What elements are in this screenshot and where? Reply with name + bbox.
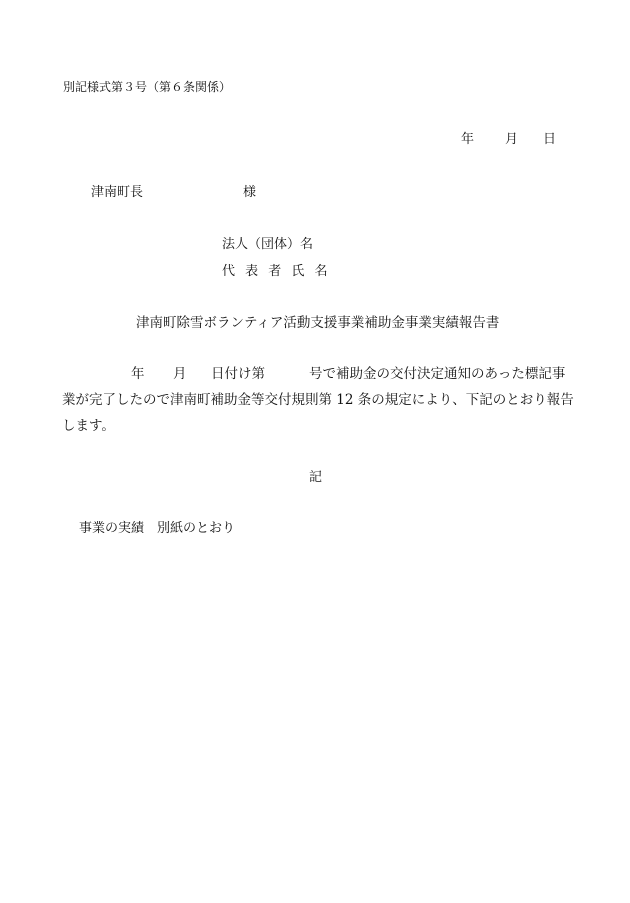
organization-name-label: 法人（団体）名	[222, 237, 314, 252]
result-value: 別紙のとおり	[157, 521, 236, 536]
body-month-label: 月	[173, 366, 187, 382]
date-month-label: 月	[505, 132, 519, 147]
addressee-name: 津南町長	[91, 185, 144, 200]
ki-heading: 記	[309, 470, 323, 485]
date-day-label: 日	[543, 132, 557, 147]
date-year-label: 年	[461, 132, 475, 147]
body-line-2: 業が完了したので津南町補助金等交付規則第 12 条の規定により、下記のとおり報告	[62, 392, 574, 408]
result-label: 事業の実績	[79, 521, 145, 536]
addressee-honorific: 様	[243, 185, 257, 200]
body-dated-label: 日付け第	[211, 366, 265, 382]
body-year-label: 年	[131, 366, 145, 382]
body-line-3: します。	[62, 418, 115, 434]
body-line-1: 号で補助金の交付決定通知のあった標記事	[309, 366, 566, 382]
form-number: 別記様式第３号（第６条関係）	[63, 80, 232, 94]
representative-name-label: 代 表 者 氏 名	[222, 264, 331, 279]
document-title: 津南町除雪ボランティア活動支援事業補助金事業実績報告書	[136, 315, 500, 331]
